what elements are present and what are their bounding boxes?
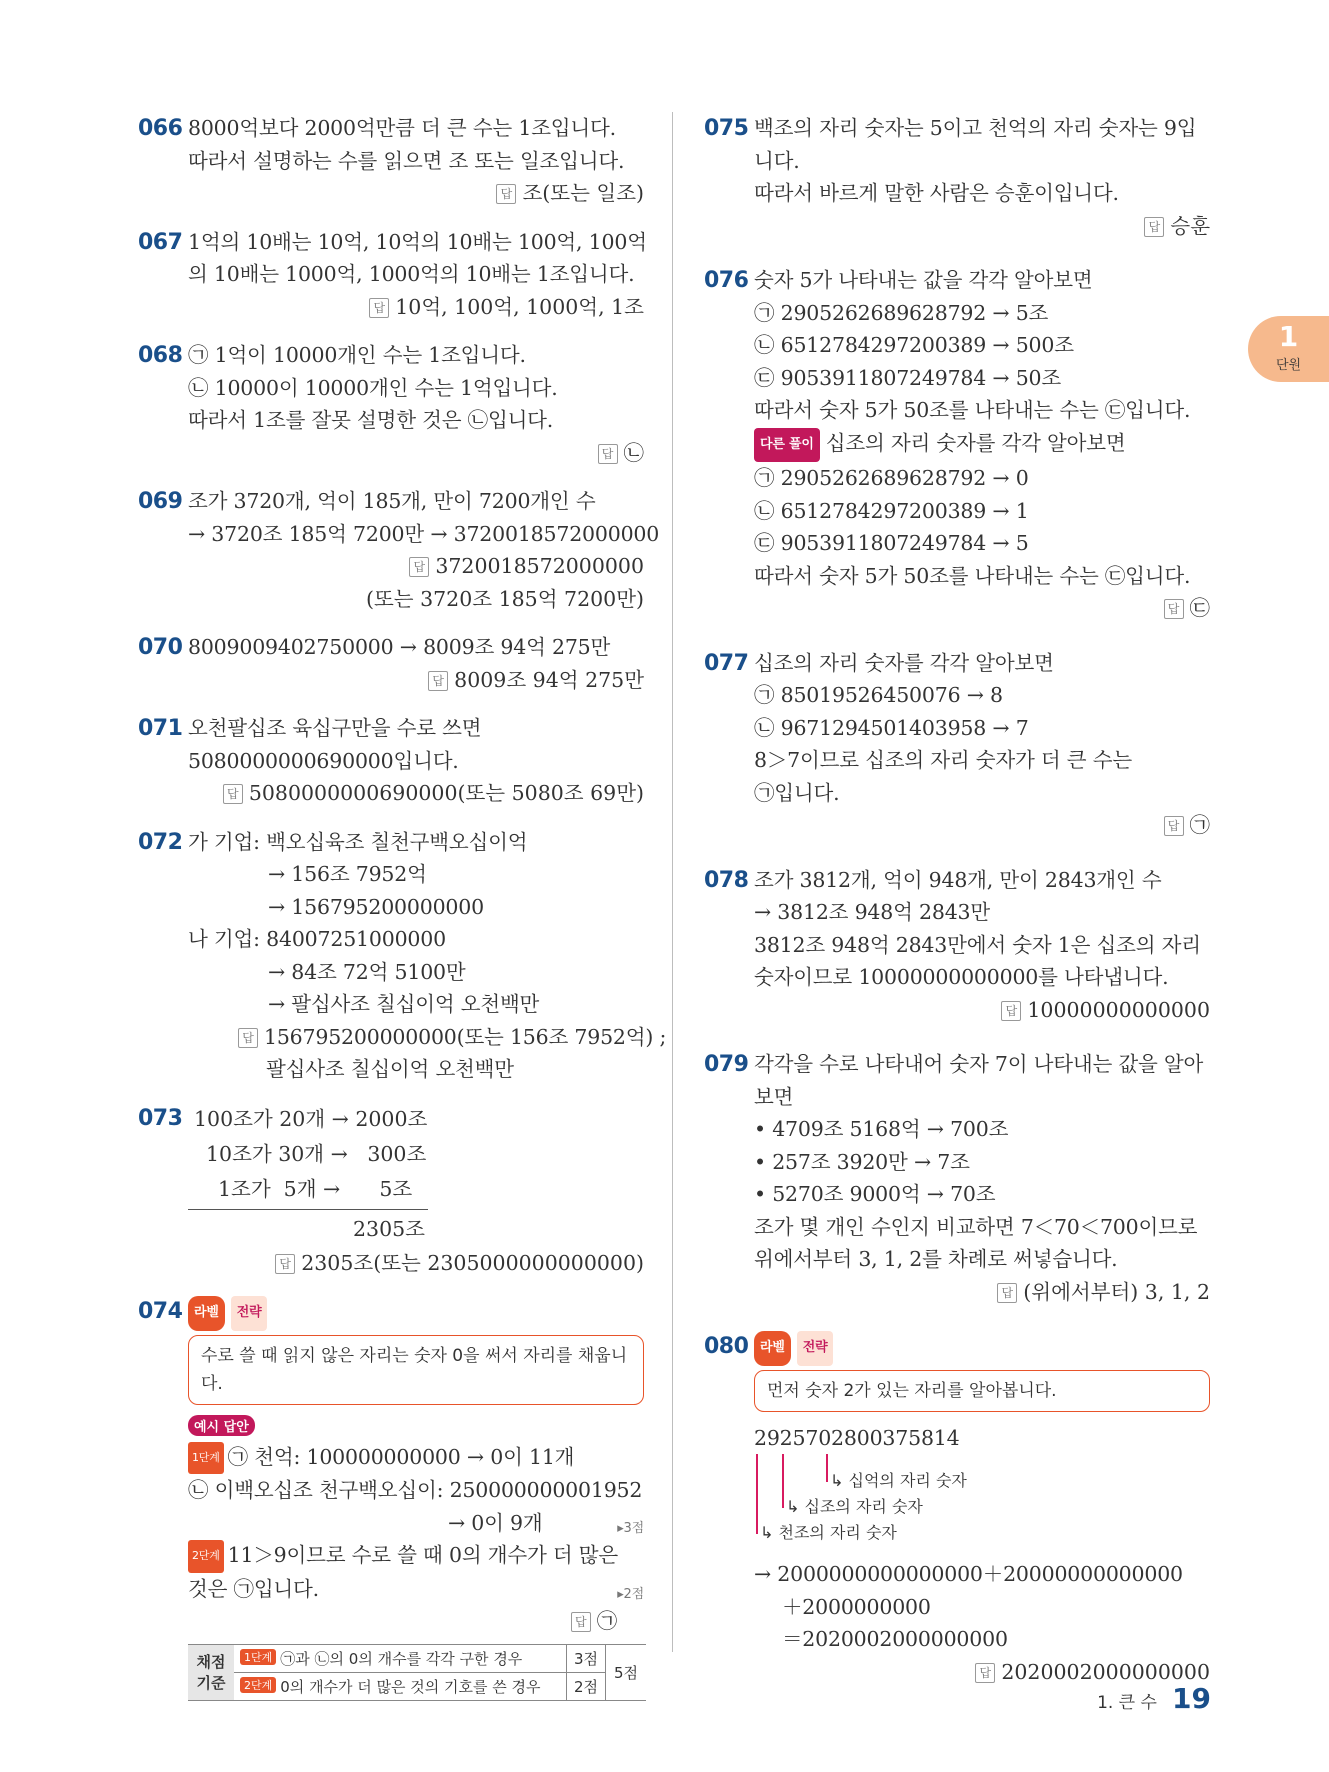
tags: [188, 1295, 644, 1331]
solution-line: → 팔십사조 칠십이억 오천백만: [268, 992, 540, 1016]
solution-line: ㉡ 10000이 10000개인 수는 1억입니다.: [188, 375, 558, 400]
score-note: ▸2점: [617, 1586, 644, 1602]
solution-line: 따라서 바르게 말한 사람은 승훈이입니다.: [754, 181, 1119, 205]
unit-tab: [1248, 316, 1329, 382]
answer-icon: 답: [1164, 816, 1184, 836]
answer-text: 8009조 94억 275만: [454, 667, 644, 692]
step2-text: 11＞9이므로 수로 쓸 때 0의 개수가 더 많은: [227, 1543, 618, 1567]
problem-077: [704, 647, 1210, 842]
level-tag: 라벨: [188, 1296, 225, 1331]
problem-number: 068: [138, 343, 183, 368]
answer-text-cont: (또는 3720조 185억 7200만): [365, 586, 644, 611]
level-tag: 라벨: [754, 1331, 791, 1366]
answer-line: [188, 550, 644, 583]
answer-icon: 답: [1164, 599, 1184, 619]
answer-text: 승훈: [1170, 213, 1210, 238]
solution-line: ㉠ 2905262689628792 → 5조: [754, 300, 1049, 325]
label-text: 십억의 자리 숫자: [848, 1471, 967, 1490]
problem-number: 067: [138, 229, 183, 255]
solution-line: ㉢ 9053911807249784 → 50조: [754, 365, 1061, 390]
answer-icon: 답: [1144, 217, 1164, 237]
tags: [754, 1330, 1210, 1366]
left-column: [138, 112, 667, 1717]
answer-text: 10000000000000: [1027, 997, 1210, 1022]
solution-line: 5080000000690000입니다.: [188, 748, 459, 773]
answer-line: [188, 177, 644, 210]
problem-number: 080: [704, 1334, 749, 1359]
solution-line: 니다.: [754, 148, 800, 173]
solution-line: → 156조 7952억: [268, 862, 427, 886]
strategy-tag: 전략: [797, 1331, 834, 1366]
alt-solution-text: 십조의 자리 숫자를 각각 알아보면: [825, 430, 1126, 455]
step-badge: 1단계: [240, 1649, 276, 1665]
solution-line: 조가 몇 개인 수인지 비교하면 7＜70＜700이므로: [754, 1214, 1198, 1239]
pointer-line: [826, 1454, 828, 1482]
calc-line: 100조가 20개 → 2000조: [194, 1106, 428, 1131]
sum-rule: [188, 1209, 428, 1210]
solution-line: → 2000000000000000＋20000000000000: [754, 1562, 1183, 1586]
step1-line: [188, 1507, 644, 1540]
answer-line: [754, 592, 1210, 625]
grading-table: [188, 1644, 646, 1701]
strategy-tag: 전략: [231, 1296, 268, 1331]
solution-line: 백조의 자리 숫자는 5이고 천억의 자리 숫자는 9입: [754, 116, 1197, 140]
problem-number: 073: [138, 1105, 183, 1131]
problem-067: [138, 226, 647, 324]
problem-074: [138, 1295, 644, 1701]
answer-line: [188, 1247, 644, 1280]
calc-total: 2305조: [353, 1216, 425, 1241]
solution-line: → 156795200000000: [268, 894, 484, 919]
answer-line: [188, 291, 644, 324]
answer-text: 조(또는 일조): [522, 181, 644, 205]
pointer-line: [756, 1454, 758, 1534]
answer-text-cont: 팔십사조 칠십이억 오천백만: [266, 1057, 514, 1081]
step-badge: 2단계: [240, 1677, 276, 1693]
answer-icon: 답: [428, 671, 448, 691]
problem-071: [138, 712, 644, 810]
solution-line: 3812조 948억 2843만에서 숫자 1은 십조의 자리: [754, 932, 1201, 957]
label-text: 십조의 자리 숫자: [804, 1497, 923, 1516]
problem-069: [138, 485, 660, 615]
solution-line: → 3812조 948억 2843만: [754, 900, 991, 924]
problem-076: [704, 264, 1210, 625]
solution-line: ㉠ 1억이 10000개인 수는 1조입니다.: [188, 343, 526, 367]
solution-line: • 4709조 5168억 → 700조: [754, 1117, 1009, 1141]
answer-icon: 답: [975, 1663, 995, 1683]
grading-row: [188, 1672, 646, 1700]
label-text: 천조의 자리 숫자: [778, 1523, 897, 1542]
answer-icon: 답: [223, 784, 243, 804]
alt-solution-tag: 다른 풀이: [754, 428, 820, 463]
criterion-text: 0의 개수가 더 많은 것의 기호를 쓴 경우: [280, 1677, 541, 1696]
problem-number: 074: [138, 1299, 183, 1324]
answer-icon: 답: [238, 1028, 258, 1048]
solution-line: 나 기업: 84007251000000: [188, 927, 446, 951]
problem-073: [138, 1102, 644, 1280]
label-tens-billions: ↳ 십억의 자리 숫자: [830, 1471, 967, 1490]
answer-text: 2305조(또는 2305000000000000): [301, 1250, 644, 1275]
answer-icon: 답: [409, 557, 429, 577]
answer-line: [754, 994, 1210, 1027]
solution-line: ㉠입니다.: [754, 780, 840, 805]
right-column: [704, 112, 1210, 1704]
grading-row: [188, 1644, 646, 1672]
answer-line: [754, 210, 1210, 243]
answer-text: 156795200000000(또는 156조 7952억) ;: [264, 1024, 667, 1049]
solution-line: 각각을 수로 나타내어 숫자 7이 나타내는 값을 알아: [754, 1052, 1204, 1076]
problem-number: 066: [138, 116, 183, 141]
problem-number: 070: [138, 635, 183, 660]
solution-line: 의 10배는 1000억, 1000억의 10배는 1조입니다.: [188, 262, 635, 286]
solution-line: 1억의 10배는 10억, 10억의 10배는 100억, 100억: [188, 229, 647, 254]
answer-text: 5080000000690000(또는 5080조 69만): [248, 781, 644, 805]
place-value-diagram: [754, 1454, 1210, 1558]
chapter-title: 1. 큰 수: [1097, 1693, 1157, 1713]
calc-line: 1조가 5개 → 5조: [218, 1176, 413, 1201]
answer-line: [188, 1021, 667, 1054]
unit-number: 1: [1278, 320, 1299, 353]
solution-line: ＝2020002000000000: [782, 1627, 1008, 1651]
solution-line: 숫자 5가 나타내는 값을 각각 알아보면: [754, 268, 1093, 292]
alt-solution-header: [754, 427, 1210, 463]
answer-icon: 답: [496, 184, 516, 204]
answer-text: 3720018572000000: [435, 554, 644, 578]
problem-075: [704, 112, 1210, 242]
answer-line: [188, 1605, 644, 1638]
solution-line: → 3720조 185억 7200만 → 3720018572000000: [188, 521, 660, 546]
problem-070: [138, 631, 644, 696]
solution-line: 따라서 설명하는 수를 읽으면 조 또는 일조입니다.: [188, 148, 625, 173]
strategy-box: 수로 쓸 때 읽지 않은 자리는 숫자 0을 써서 자리를 채웁니다.: [188, 1335, 644, 1405]
score-note: ▸3점: [617, 1520, 644, 1536]
step1-line: [188, 1441, 644, 1475]
solution-line: 8000억보다 2000억만큼 더 큰 수는 1조입니다.: [188, 116, 616, 140]
solution-line: ㉡ 9671294501403958 → 7: [754, 715, 1029, 740]
answer-text: ㉠: [596, 1609, 618, 1633]
answer-line: [188, 664, 644, 697]
solution-line: ＋2000000000: [782, 1594, 931, 1619]
solution-line: • 5270조 9000억 → 70조: [754, 1182, 996, 1206]
grading-criterion: [234, 1672, 567, 1700]
answer-line: [188, 777, 644, 810]
problem-068: [138, 339, 644, 469]
solution-line: 따라서 1조를 잘못 설명한 것은 ㉡입니다.: [188, 408, 554, 432]
solution-line: 십조의 자리 숫자를 각각 알아보면: [754, 650, 1054, 675]
answer-icon: 답: [571, 1612, 591, 1632]
calc-line: 10조가 30개 → 300조: [206, 1141, 427, 1166]
strategy-box: 먼저 숫자 2가 있는 자리를 알아봅니다.: [754, 1370, 1210, 1412]
answer-line: [188, 437, 644, 470]
alt-solution-line: ㉢ 9053911807249784 → 5: [754, 531, 1029, 555]
solution-line: → 84조 72억 5100만: [268, 959, 466, 984]
solution-line: ㉡ 6512784297200389 → 500조: [754, 333, 1074, 357]
answer-text: ㉠: [1189, 813, 1210, 837]
problem-number: 078: [704, 867, 749, 893]
solution-line: 숫자이므로 10000000000000를 나타냅니다.: [754, 965, 1169, 989]
step1-text: ㉠ 천억: 100000000000 → 0이 11개: [227, 1444, 575, 1469]
problem-080: [704, 1330, 1210, 1688]
number-display: 2925702800375814: [754, 1425, 960, 1450]
solution-line: ㉠ 85019526450076 → 8: [754, 683, 1003, 707]
grading-points: 3점: [567, 1644, 606, 1672]
problem-number: 069: [138, 489, 183, 514]
step2-line: [188, 1573, 644, 1606]
grading-points: 2점: [567, 1672, 606, 1700]
column-divider: [672, 112, 673, 1652]
solution-line: 보면: [754, 1084, 794, 1109]
answer-icon: 답: [598, 444, 618, 464]
step-badge: 2단계: [188, 1540, 224, 1573]
alt-solution-line: ㉠ 2905262689628792 → 0: [754, 466, 1029, 490]
example-answer-row: [188, 1415, 644, 1437]
problem-079: [704, 1048, 1210, 1308]
grading-criterion: [234, 1644, 567, 1672]
step1-line: ㉡ 이백오십조 천구백오십이: 250000000001952: [188, 1478, 643, 1502]
solution-line: 조가 3812개, 억이 948개, 만이 2843개인 수: [754, 867, 1162, 892]
answer-line: [754, 809, 1210, 842]
grading-label: 채점 기준: [188, 1644, 234, 1700]
problem-number: 079: [704, 1052, 749, 1077]
page-number: 19: [1172, 1682, 1211, 1715]
page-footer: [1097, 1682, 1211, 1715]
answer-text: 2020002000000000: [1001, 1659, 1210, 1684]
label-tens-trillions: ↳ 십조의 자리 숫자: [786, 1497, 923, 1516]
step1-result: → 0이 9개: [448, 1510, 543, 1535]
problem-number: 071: [138, 716, 183, 741]
solution-line: 8＞7이므로 십조의 자리 숫자가 더 큰 수는: [754, 748, 1132, 772]
unit-label: 단원: [1275, 358, 1302, 373]
answer-line: [754, 1276, 1210, 1309]
answer-text: 10억, 100억, 1000억, 1조: [395, 294, 644, 319]
answer-text: ㉡: [623, 440, 644, 465]
alt-solution-line: ㉡ 6512784297200389 → 1: [754, 498, 1029, 523]
problem-number: 075: [704, 116, 749, 141]
problem-078: [704, 864, 1210, 1027]
solution-line: 8009009402750000 → 8009조 94억 275만: [188, 635, 611, 659]
answer-icon: 답: [275, 1254, 295, 1274]
solution-line: 가 기업: 백오십육조 칠천구백오십이억: [188, 829, 528, 854]
answer-text: ㉢: [1189, 596, 1210, 620]
label-thousands-trillions: ↳ 천조의 자리 숫자: [760, 1523, 897, 1542]
criterion-text: ㉠과 ㉡의 0의 개수를 각각 구한 경우: [280, 1649, 523, 1668]
solution-line: 오천팔십조 육십구만을 수로 쓰면: [188, 716, 482, 740]
problem-072: [138, 826, 667, 1086]
problem-number: 072: [138, 829, 183, 855]
step2-text: 것은 ㉠입니다.: [188, 1576, 319, 1601]
solution-line: 따라서 숫자 5가 50조를 나타내는 수는 ㉢입니다.: [754, 398, 1191, 422]
grading-total: 5점: [606, 1644, 647, 1700]
solution-line: 조가 3720개, 억이 185개, 만이 7200개인 수: [188, 489, 596, 513]
step2-line: [188, 1539, 644, 1573]
pointer-line: [782, 1454, 784, 1508]
answer-icon: 답: [1001, 1001, 1021, 1021]
example-answer-tag: 예시 답안: [188, 1415, 255, 1436]
solution-line: 위에서부터 3, 1, 2를 차례로 써넣습니다.: [754, 1247, 1118, 1271]
step-badge: 1단계: [188, 1442, 224, 1475]
problem-number: 077: [704, 650, 749, 676]
problem-066: [138, 112, 644, 210]
alt-solution-line: 따라서 숫자 5가 50조를 나타내는 수는 ㉢입니다.: [754, 563, 1191, 588]
answer-icon: 답: [997, 1283, 1017, 1303]
answer-text: (위에서부터) 3, 1, 2: [1023, 1279, 1210, 1304]
answer-icon: 답: [369, 298, 389, 318]
solution-line: • 257조 3920만 → 7조: [754, 1149, 970, 1174]
problem-number: 076: [704, 268, 749, 293]
